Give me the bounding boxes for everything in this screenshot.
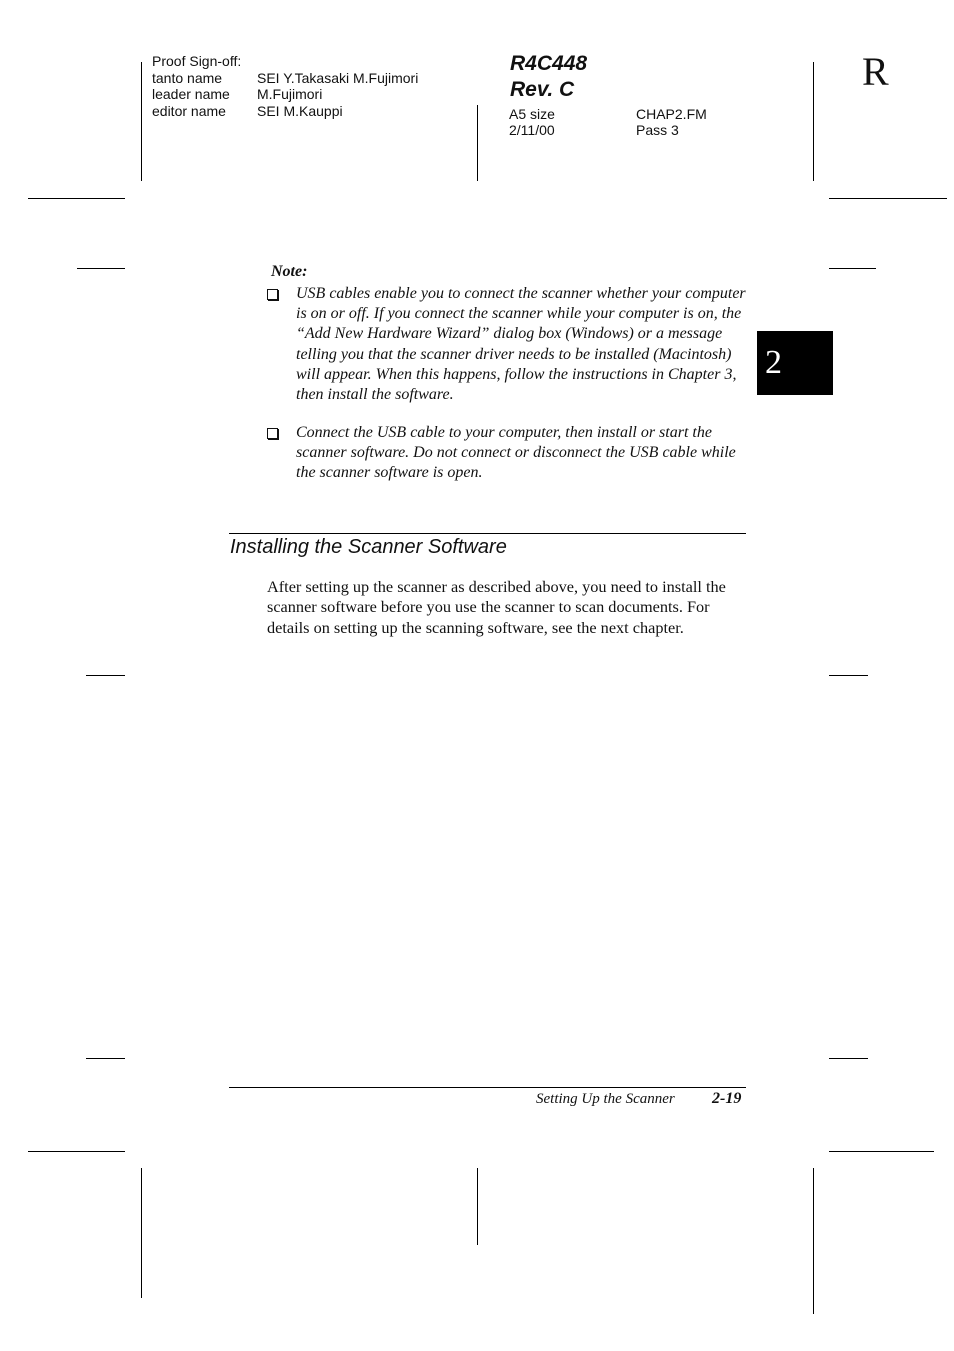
section-heading: Installing the Scanner Software — [230, 536, 507, 558]
trim-mark-lower-right — [829, 1058, 868, 1059]
section-body: After setting up the scanner as described above, you need to install the scanner software before you use the scanner to scan documents. For details on setting up the scanning software, see the next chapter. — [267, 577, 726, 637]
trim-mark-upper-left — [77, 268, 125, 269]
note-label: Note: — [271, 263, 308, 280]
footer-rule — [229, 1087, 746, 1088]
section-rule — [229, 533, 746, 534]
trim-mark-mid-right — [829, 675, 868, 676]
document-pass: Pass 3 — [636, 122, 679, 138]
crop-mark-top-center-vertical — [477, 105, 478, 181]
document-file: CHAP2.FM — [636, 106, 707, 122]
proof-value-tanto: SEI Y.Takasaki M.Fujimori — [257, 70, 419, 86]
crop-mark-top-left-horizontal — [28, 198, 125, 199]
proof-label-editor: editor name — [152, 103, 226, 119]
page-number: 2-19 — [712, 1090, 742, 1107]
proof-value-leader: M.Fujimori — [257, 86, 323, 102]
checkbox-bullet-icon — [267, 289, 278, 300]
proof-label-leader: leader name — [152, 86, 230, 102]
document-revision: Rev. C — [510, 78, 575, 101]
crop-mark-bottom-left-horizontal — [28, 1151, 125, 1152]
proof-value-editor: SEI M.Kauppi — [257, 103, 343, 119]
trim-mark-mid-left — [86, 675, 125, 676]
checkbox-bullet-icon — [267, 428, 278, 439]
proof-label-tanto: tanto name — [152, 70, 223, 86]
corner-mark-letter: R — [862, 49, 889, 94]
note-item: USB cables enable you to connect the scanner whether your computer is on or off. If you connect the scanner while your computer is on, the “Add New Hardware Wizard” dialog box (Windows) or a message telling you that the scanner driver needs to be installed (Macintosh) will appear. When this happens, follow the instructions in Chapter 3, then install the software. — [296, 285, 746, 404]
proof-signoff-title: Proof Sign-off: — [152, 53, 242, 69]
document-date: 2/11/00 — [509, 122, 555, 138]
crop-mark-bottom-right-horizontal — [829, 1151, 934, 1152]
crop-mark-bottom-center-vertical — [477, 1168, 478, 1245]
trim-mark-lower-left — [86, 1058, 125, 1059]
trim-mark-upper-right — [829, 268, 876, 269]
crop-mark-top-right-vertical — [813, 62, 814, 181]
crop-mark-top-left-vertical — [141, 62, 142, 181]
crop-mark-bottom-right-vertical — [813, 1168, 814, 1314]
footer-chapter-title: Setting Up the Scanner — [536, 1091, 675, 1107]
document-code: R4C448 — [510, 52, 588, 75]
note-item: Connect the USB cable to your computer, then install or start the scanner software. Do not connect or disconnect the USB cable while the scanner software is open. — [296, 424, 736, 482]
chapter-tab: 2 — [757, 331, 833, 395]
crop-mark-bottom-left-vertical — [141, 1168, 142, 1298]
document-size: A5 size — [509, 106, 555, 122]
crop-mark-top-right-horizontal — [829, 198, 947, 199]
